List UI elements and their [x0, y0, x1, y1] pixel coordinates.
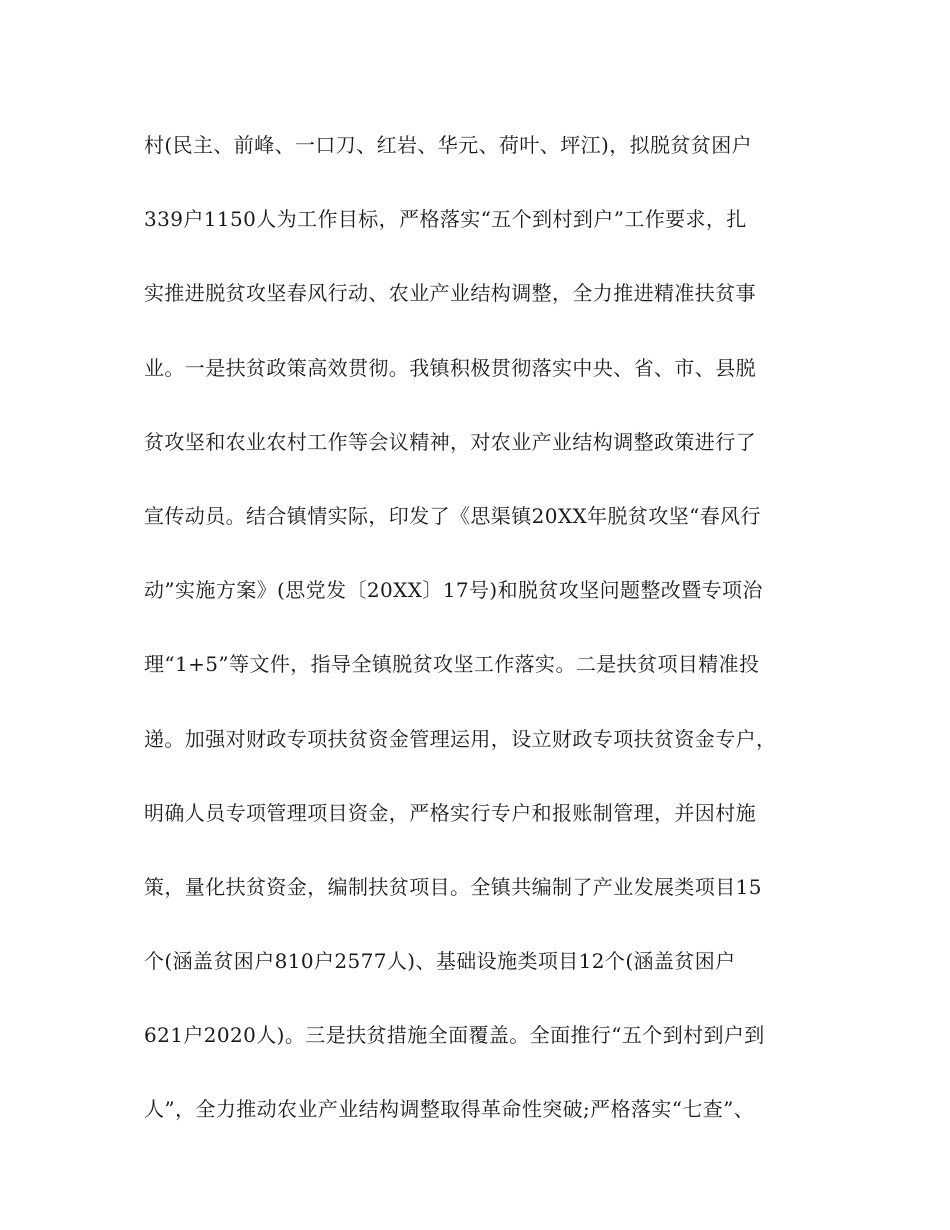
text-line: 业。一是扶贫政策高效贯彻。我镇积极贯彻落实中央、省、市、县脱 — [144, 355, 756, 380]
text-line: 621户2020人)。三是扶贫措施全面覆盖。全面推行“五个到村到户到 — [144, 1023, 765, 1048]
text-line: 宣传动员。结合镇情实际，印发了《思渠镇20XX年脱贫攻坚“春风行 — [144, 503, 761, 528]
text-line: 个(涵盖贫困户810户2577人)、基础设施类项目12个(涵盖贫困户 — [144, 949, 736, 974]
text-line: 实推进脱贫攻坚春风行动、农业产业结构调整，全力推进精准扶贫事 — [144, 281, 756, 306]
text-line: 理“1+5”等文件，指导全镇脱贫攻坚工作落实。二是扶贫项目精准投 — [144, 652, 760, 677]
text-line: 村(民主、前峰、一口刀、红岩、华元、荷叶、坪江)，拟脱贫贫困户 — [144, 133, 753, 157]
text-line: 贫攻坚和农业农村工作等会议精神，对农业产业结构调整政策进行了 — [144, 429, 756, 454]
text-line: 明确人员专项管理项目资金，严格实行专户和报账制管理，并因村施 — [144, 800, 756, 825]
text-line: 339户1150人为工作目标，严格落实“五个到村到户”工作要求，扎 — [144, 207, 747, 232]
body-paragraph — [144, 124, 824, 1163]
text-line: 策，量化扶贫资金，编制扶贫项目。全镇共编制了产业发展类项目15 — [144, 874, 762, 899]
text-line: 递。加强对财政专项扶贫资金管理运用，设立财政专项扶贫资金专户， — [144, 726, 777, 751]
text-line: 动”实施方案》(思党发〔20XX〕17号)和脱贫攻坚问题整改暨专项治 — [144, 578, 763, 603]
text-line: 人”，全力推动农业产业结构调整取得革命性突破;严格落实“七查”、 — [144, 1097, 755, 1122]
